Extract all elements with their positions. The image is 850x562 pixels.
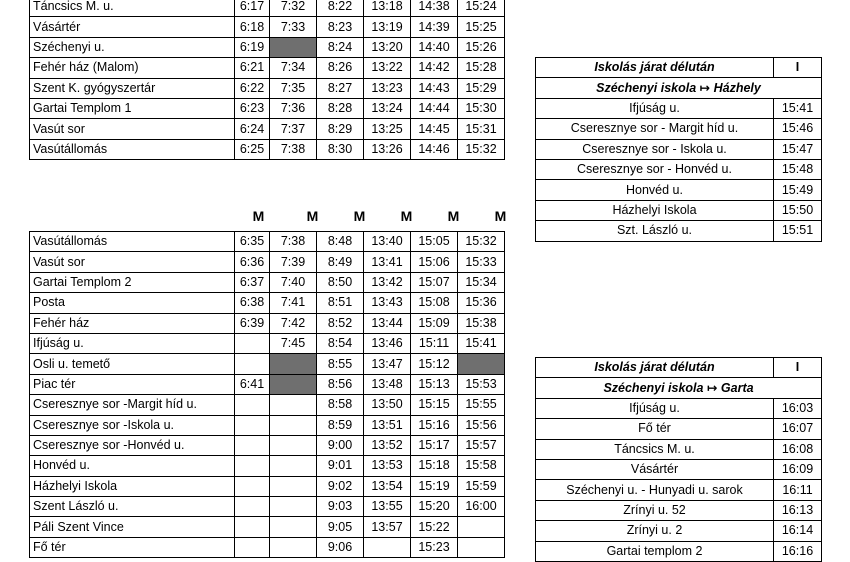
- departure-time: 13:24: [364, 98, 411, 118]
- departure-time: 9:03: [317, 497, 364, 517]
- departure-time: 6:39: [235, 313, 270, 333]
- marker-m: M: [252, 208, 265, 224]
- table-row: [536, 541, 822, 561]
- stop-name: Osli u. temető: [30, 354, 235, 374]
- table-row: [30, 456, 505, 476]
- departure-time: 14:43: [411, 78, 458, 98]
- stop-name: Cseresznye sor - Honvéd u.: [536, 159, 774, 179]
- departure-time: [235, 435, 270, 455]
- departure-time: 7:37: [270, 119, 317, 139]
- departure-time: 15:50: [774, 200, 822, 220]
- departure-time: 8:54: [317, 333, 364, 353]
- departure-time: [270, 497, 317, 517]
- departure-time: 15:58: [458, 456, 505, 476]
- departure-time: 15:46: [774, 119, 822, 139]
- stop-name: Gartai Templom 1: [30, 98, 235, 118]
- stop-name: Cseresznye sor -Margit híd u.: [30, 395, 235, 415]
- stop-name: Cseresznye sor -Iskola u.: [30, 415, 235, 435]
- departure-time: 16:14: [774, 521, 822, 541]
- departure-time: 15:15: [411, 395, 458, 415]
- table-row: [30, 374, 505, 394]
- stop-name: Posta: [30, 293, 235, 313]
- departure-time: 8:30: [317, 139, 364, 159]
- table-row: [536, 98, 822, 118]
- departure-time: 6:35: [235, 232, 270, 252]
- stop-name: Cseresznye sor -Honvéd u.: [30, 435, 235, 455]
- departure-time: 16:07: [774, 419, 822, 439]
- stop-name: Gartai Templom 2: [30, 272, 235, 292]
- departure-time: 9:01: [317, 456, 364, 476]
- departure-time: [235, 476, 270, 496]
- departure-time: 7:38: [270, 139, 317, 159]
- departure-time: 8:52: [317, 313, 364, 333]
- departure-time: 8:49: [317, 252, 364, 272]
- table-row: [536, 119, 822, 139]
- departure-time: 8:55: [317, 354, 364, 374]
- departure-time: 15:28: [458, 58, 505, 78]
- departure-time: 15:34: [458, 272, 505, 292]
- departure-time: 13:46: [364, 333, 411, 353]
- stop-name: Házhelyi Iskola: [536, 200, 774, 220]
- stop-name: Ifjúság u.: [30, 333, 235, 353]
- stop-name: Vasútállomás: [30, 232, 235, 252]
- departure-time: 13:55: [364, 497, 411, 517]
- departure-time: [270, 354, 317, 374]
- stop-name: Táncsics M. u.: [30, 0, 235, 17]
- stop-name: Szent László u.: [30, 497, 235, 517]
- departure-time: 8:58: [317, 395, 364, 415]
- departure-time: 8:24: [317, 37, 364, 57]
- departure-time: 15:30: [458, 98, 505, 118]
- school-route-table-garta: [535, 357, 822, 562]
- table-row: [30, 232, 505, 252]
- departure-time: 14:45: [411, 119, 458, 139]
- departure-time: 8:27: [317, 78, 364, 98]
- departure-time: 16:11: [774, 480, 822, 500]
- table-row: [536, 480, 822, 500]
- departure-time: 8:59: [317, 415, 364, 435]
- departure-time: 15:51: [774, 221, 822, 241]
- departure-time: 15:41: [458, 333, 505, 353]
- departure-time: 16:00: [458, 497, 505, 517]
- departure-time: 7:32: [270, 0, 317, 17]
- marker-m: M: [400, 208, 413, 224]
- departure-time: [235, 395, 270, 415]
- departure-time: 14:46: [411, 139, 458, 159]
- departure-time: [270, 435, 317, 455]
- stop-name: Cseresznye sor - Margit híd u.: [536, 119, 774, 139]
- departure-time: 16:09: [774, 459, 822, 479]
- departure-time: 13:22: [364, 58, 411, 78]
- departure-time: 13:44: [364, 313, 411, 333]
- departure-time: 7:40: [270, 272, 317, 292]
- table-row: [30, 272, 505, 292]
- departure-time: [270, 374, 317, 394]
- table-row: [536, 439, 822, 459]
- departure-time: 9:00: [317, 435, 364, 455]
- stop-name: Páli Szent Vince: [30, 517, 235, 537]
- table-row: [536, 521, 822, 541]
- table-row: [30, 395, 505, 415]
- table-row: [536, 200, 822, 220]
- marker-m: M: [447, 208, 460, 224]
- stop-name: Zrínyi u. 52: [536, 500, 774, 520]
- table-row: [30, 119, 505, 139]
- departure-time: 13:23: [364, 78, 411, 98]
- table-row: [536, 221, 822, 241]
- departure-time: 16:03: [774, 398, 822, 418]
- departure-time: 7:33: [270, 17, 317, 37]
- table-row: [536, 139, 822, 159]
- stop-name: Fehér ház (Malom): [30, 58, 235, 78]
- departure-time: 7:34: [270, 58, 317, 78]
- departure-time: 6:36: [235, 252, 270, 272]
- departure-time: 9:05: [317, 517, 364, 537]
- departure-time: 15:32: [458, 232, 505, 252]
- departure-time: 15:07: [411, 272, 458, 292]
- departure-time: 15:49: [774, 180, 822, 200]
- stop-name: Vasút sor: [30, 252, 235, 272]
- departure-time: 15:53: [458, 374, 505, 394]
- table-row: [536, 500, 822, 520]
- departure-time: 15:26: [458, 37, 505, 57]
- departure-time: 15:19: [411, 476, 458, 496]
- departure-time: 15:09: [411, 313, 458, 333]
- departure-time: 6:24: [235, 119, 270, 139]
- departure-time: 8:29: [317, 119, 364, 139]
- table-row: [30, 333, 505, 353]
- departure-time: [235, 497, 270, 517]
- departure-time: 15:18: [411, 456, 458, 476]
- table-row: [30, 497, 505, 517]
- departure-time: 13:19: [364, 17, 411, 37]
- departure-time: 13:57: [364, 517, 411, 537]
- departure-time: 13:54: [364, 476, 411, 496]
- departure-time: 15:29: [458, 78, 505, 98]
- departure-time: [270, 395, 317, 415]
- table-row: [30, 139, 505, 159]
- departure-time: 15:56: [458, 415, 505, 435]
- stop-name: Fő tér: [30, 537, 235, 557]
- departure-time: 6:22: [235, 78, 270, 98]
- departure-time: 15:31: [458, 119, 505, 139]
- school-route-col: I: [774, 358, 822, 378]
- departure-time: 8:56: [317, 374, 364, 394]
- departure-time: 15:17: [411, 435, 458, 455]
- school-route-title: Iskolás járat délután: [536, 358, 774, 378]
- stop-name: Honvéd u.: [30, 456, 235, 476]
- marker-m: M: [353, 208, 366, 224]
- departure-time: [235, 415, 270, 435]
- departure-time: 15:32: [458, 139, 505, 159]
- marker-m: M: [306, 208, 319, 224]
- departure-time: 7:38: [270, 232, 317, 252]
- departure-time: [458, 517, 505, 537]
- stop-name: Táncsics M. u.: [536, 439, 774, 459]
- table-row: [536, 398, 822, 418]
- departure-time: 16:16: [774, 541, 822, 561]
- departure-time: 8:28: [317, 98, 364, 118]
- departure-time: 15:38: [458, 313, 505, 333]
- departure-time: 15:25: [458, 17, 505, 37]
- departure-time: [364, 537, 411, 557]
- departure-time: [235, 537, 270, 557]
- departure-time: 14:38: [411, 0, 458, 17]
- stop-name: Fehér ház: [30, 313, 235, 333]
- departure-time: 13:42: [364, 272, 411, 292]
- departure-time: 13:43: [364, 293, 411, 313]
- departure-time: 15:36: [458, 293, 505, 313]
- table-row: [30, 293, 505, 313]
- departure-time: [235, 517, 270, 537]
- table-row: [536, 180, 822, 200]
- school-route-title: Iskolás járat délután: [536, 58, 774, 78]
- departure-time: 15:06: [411, 252, 458, 272]
- departure-time: 6:17: [235, 0, 270, 17]
- departure-time: 15:05: [411, 232, 458, 252]
- stop-name: Vásártér: [30, 17, 235, 37]
- departure-time: 8:51: [317, 293, 364, 313]
- departure-time: 15:33: [458, 252, 505, 272]
- table-row: [30, 98, 505, 118]
- stop-name: Zrínyi u. 2: [536, 521, 774, 541]
- departure-time: 15:23: [411, 537, 458, 557]
- departure-time: 13:20: [364, 37, 411, 57]
- table-row: [30, 0, 505, 17]
- stop-name: Vásártér: [536, 459, 774, 479]
- departure-time: 8:50: [317, 272, 364, 292]
- departure-time: [235, 333, 270, 353]
- departure-time: [235, 354, 270, 374]
- departure-time: 14:39: [411, 17, 458, 37]
- departure-time: 15:48: [774, 159, 822, 179]
- departure-time: [270, 37, 317, 57]
- table-row: [30, 58, 505, 78]
- departure-time: 13:25: [364, 119, 411, 139]
- departure-time: 15:24: [458, 0, 505, 17]
- stop-name: Fő tér: [536, 419, 774, 439]
- stop-name: Ifjúság u.: [536, 398, 774, 418]
- departure-time: 15:12: [411, 354, 458, 374]
- departure-time: 8:23: [317, 17, 364, 37]
- departure-time: 16:08: [774, 439, 822, 459]
- departure-time: [458, 354, 505, 374]
- departure-time: 7:39: [270, 252, 317, 272]
- departure-time: 9:02: [317, 476, 364, 496]
- departure-time: 7:41: [270, 293, 317, 313]
- departure-time: 15:57: [458, 435, 505, 455]
- timetable-top: [29, 0, 505, 160]
- table-row: [30, 78, 505, 98]
- departure-time: 6:19: [235, 37, 270, 57]
- departure-time: 6:41: [235, 374, 270, 394]
- table-row: [536, 159, 822, 179]
- table-row: [536, 459, 822, 479]
- departure-time: 8:48: [317, 232, 364, 252]
- departure-time: 13:18: [364, 0, 411, 17]
- school-route-name: Széchenyi iskola ↦ Házhely: [536, 78, 822, 98]
- stop-name: Honvéd u.: [536, 180, 774, 200]
- departure-time: 15:20: [411, 497, 458, 517]
- departure-time: 6:21: [235, 58, 270, 78]
- stop-name: Cseresznye sor - Iskola u.: [536, 139, 774, 159]
- stop-name: Szent K. gyógyszertár: [30, 78, 235, 98]
- marker-m: M: [494, 208, 507, 224]
- departure-time: 15:22: [411, 517, 458, 537]
- school-route-table-hazhely: [535, 57, 822, 242]
- departure-time: 6:38: [235, 293, 270, 313]
- departure-time: 8:22: [317, 0, 364, 17]
- departure-time: 7:42: [270, 313, 317, 333]
- departure-time: 13:40: [364, 232, 411, 252]
- departure-time: 13:51: [364, 415, 411, 435]
- departure-time: [458, 537, 505, 557]
- table-row: [30, 435, 505, 455]
- stop-name: Vasút sor: [30, 119, 235, 139]
- timetable-main: [29, 231, 505, 558]
- departure-time: 14:40: [411, 37, 458, 57]
- stop-name: Széchenyi u. - Hunyadi u. sarok: [536, 480, 774, 500]
- departure-time: 13:26: [364, 139, 411, 159]
- table-row: [30, 354, 505, 374]
- stop-name: Piac tér: [30, 374, 235, 394]
- departure-time: 15:47: [774, 139, 822, 159]
- departure-time: 7:45: [270, 333, 317, 353]
- departure-time: [235, 456, 270, 476]
- departure-time: 13:48: [364, 374, 411, 394]
- departure-time: 6:25: [235, 139, 270, 159]
- departure-time: 13:50: [364, 395, 411, 415]
- departure-time: [270, 537, 317, 557]
- table-row: [30, 313, 505, 333]
- departure-time: 14:44: [411, 98, 458, 118]
- school-route-col: I: [774, 58, 822, 78]
- departure-time: 7:36: [270, 98, 317, 118]
- stop-name: Széchenyi u.: [30, 37, 235, 57]
- departure-time: 13:41: [364, 252, 411, 272]
- departure-time: 9:06: [317, 537, 364, 557]
- departure-time: 14:42: [411, 58, 458, 78]
- departure-time: 13:53: [364, 456, 411, 476]
- departure-time: 8:26: [317, 58, 364, 78]
- table-row: [30, 537, 505, 557]
- table-row: [30, 17, 505, 37]
- table-row: [30, 37, 505, 57]
- table-row: [536, 419, 822, 439]
- departure-time: [270, 517, 317, 537]
- departure-time: [270, 415, 317, 435]
- stop-name: Szt. László u.: [536, 221, 774, 241]
- stop-name: Ifjúság u.: [536, 98, 774, 118]
- departure-time: 15:59: [458, 476, 505, 496]
- table-row: [30, 252, 505, 272]
- departure-time: [270, 476, 317, 496]
- departure-time: 15:11: [411, 333, 458, 353]
- departure-time: 15:13: [411, 374, 458, 394]
- school-route-name: Széchenyi iskola ↦ Garta: [536, 378, 822, 398]
- table-row: [30, 476, 505, 496]
- stop-name: Házhelyi Iskola: [30, 476, 235, 496]
- departure-time: 6:37: [235, 272, 270, 292]
- departure-time: 15:08: [411, 293, 458, 313]
- departure-time: 16:13: [774, 500, 822, 520]
- departure-time: 6:18: [235, 17, 270, 37]
- departure-time: 13:47: [364, 354, 411, 374]
- table-row: [30, 517, 505, 537]
- table-row: [30, 415, 505, 435]
- departure-time: 7:35: [270, 78, 317, 98]
- stop-name: Gartai templom 2: [536, 541, 774, 561]
- stop-name: Vasútállomás: [30, 139, 235, 159]
- departure-time: [270, 456, 317, 476]
- departure-time: 6:23: [235, 98, 270, 118]
- departure-time: 15:16: [411, 415, 458, 435]
- departure-time: 15:41: [774, 98, 822, 118]
- departure-time: 13:52: [364, 435, 411, 455]
- departure-time: 15:55: [458, 395, 505, 415]
